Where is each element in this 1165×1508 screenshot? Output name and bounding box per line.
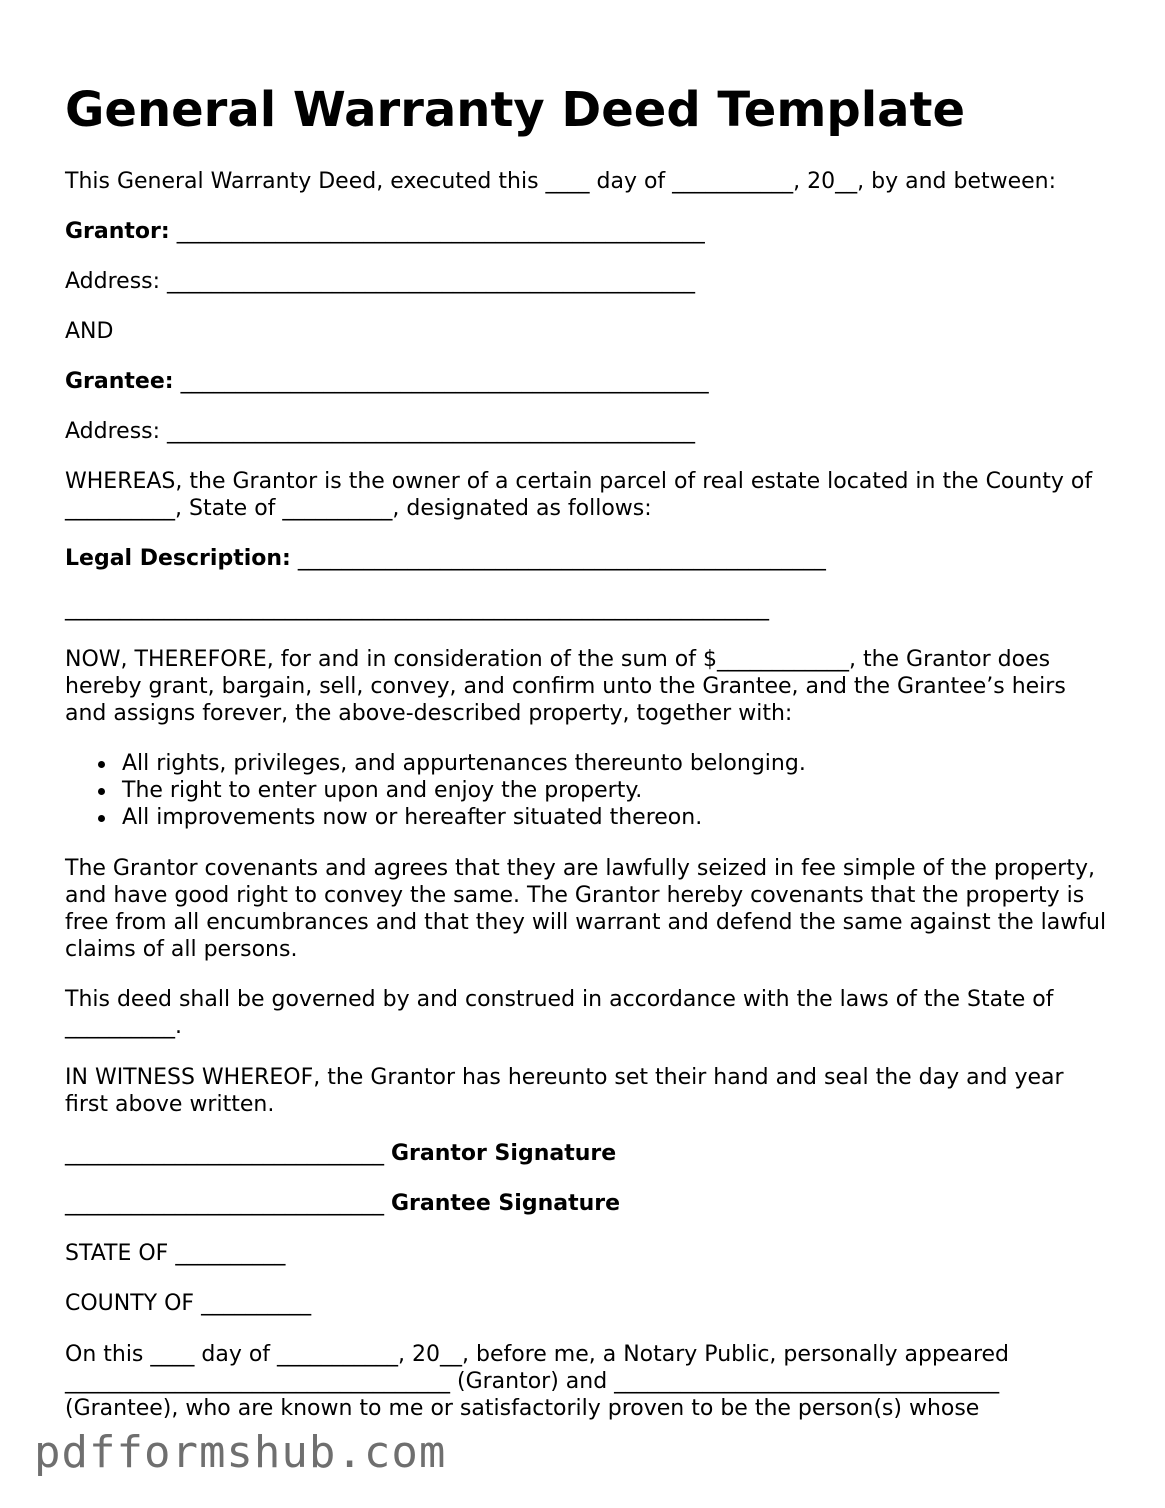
covenants-paragraph: The Grantor covenants and agrees that they are lawfully seized in fee simple of the property, and have good right to convey the same. The Grantor hereby covenants that the property is free from all encumbrances and that they will warrant and defend the same against the lawful claims of all persons. <box>65 856 1114 962</box>
list-item-text: The right to enter upon and enjoy the property. <box>122 778 643 803</box>
list-item <box>65 804 806 831</box>
grantor-signature-label: Grantor Signature <box>391 1141 617 1166</box>
grantor-address-line <box>65 268 695 295</box>
grantee-address-blank[interactable]: ________________________________________________ <box>160 419 696 444</box>
legal-description-blank[interactable]: ________________________________________________ <box>290 546 826 571</box>
grantee-blank[interactable]: ________________________________________________ <box>173 369 709 394</box>
grantee-signature-line <box>65 1190 620 1217</box>
grantee-signature-label: Grantee Signature <box>391 1191 621 1216</box>
legal-description-line-2[interactable]: ________________________________________________________________ <box>65 596 769 621</box>
governing-law-paragraph: This deed shall be governed by and construed in accordance with the laws of the State of __________. <box>65 987 1061 1039</box>
list-item <box>65 777 806 804</box>
page-title: General Warranty Deed Template <box>65 82 966 138</box>
notary-paragraph: On this ____ day of ___________, 20__, before me, a Notary Public, personally appeared ___________________________________ (Grantor) and ___________________________________ (Grantee), who are known to me or satisfactorily proven to be the person(s) whose <box>65 1342 1017 1421</box>
grantor-address-blank[interactable]: ________________________________________________ <box>160 269 696 294</box>
bullet-icon <box>98 788 105 795</box>
list-item <box>65 750 806 777</box>
grantor-label: Grantor: <box>65 219 170 244</box>
legal-description-label: Legal Description: <box>65 546 291 571</box>
grantor-blank[interactable]: ________________________________________________ <box>169 219 705 244</box>
and-text: AND <box>65 319 114 344</box>
grantee-address-label: Address: <box>65 419 161 444</box>
intro-paragraph: This General Warranty Deed, executed this ____ day of ___________, 20__, by and between: <box>65 169 1057 194</box>
bullet-icon <box>98 761 105 768</box>
list-item-text: All rights, privileges, and appurtenances thereunto belonging. <box>122 751 806 776</box>
grantor-signature-line <box>65 1140 616 1167</box>
bullet-icon <box>98 815 105 822</box>
watermark-logo: pdfformshub.com <box>34 1427 447 1478</box>
grantee-label: Grantee: <box>65 369 174 394</box>
appurtenance-list <box>65 750 806 831</box>
grantee-line <box>65 368 709 395</box>
grantee-address-line <box>65 418 695 445</box>
grantor-line <box>65 218 705 245</box>
list-item-text: All improvements now or hereafter situated thereon. <box>122 805 703 830</box>
grantor-address-label: Address: <box>65 269 161 294</box>
whereas-paragraph: WHEREAS, the Grantor is the owner of a certain parcel of real estate located in the County of __________, State of __________, designated as follows: <box>65 469 1100 521</box>
state-of-line: STATE OF __________ <box>65 1241 286 1266</box>
now-therefore-paragraph: NOW, THEREFORE, for and in consideration of the sum of $____________, the Grantor does hereby grant, bargain, sell, convey, and confirm unto the Grantee, and the Grantee’s heirs and assigns forever, the above-described property, together with: <box>65 647 1073 726</box>
legal-description-line <box>65 545 826 572</box>
grantee-signature-blank[interactable]: _____________________________ <box>65 1191 384 1216</box>
grantor-signature-blank[interactable]: _____________________________ <box>65 1141 384 1166</box>
witness-paragraph: IN WITNESS WHEREOF, the Grantor has hereunto set their hand and seal the day and year first above written. <box>65 1065 1071 1117</box>
county-of-line: COUNTY OF __________ <box>65 1291 312 1316</box>
